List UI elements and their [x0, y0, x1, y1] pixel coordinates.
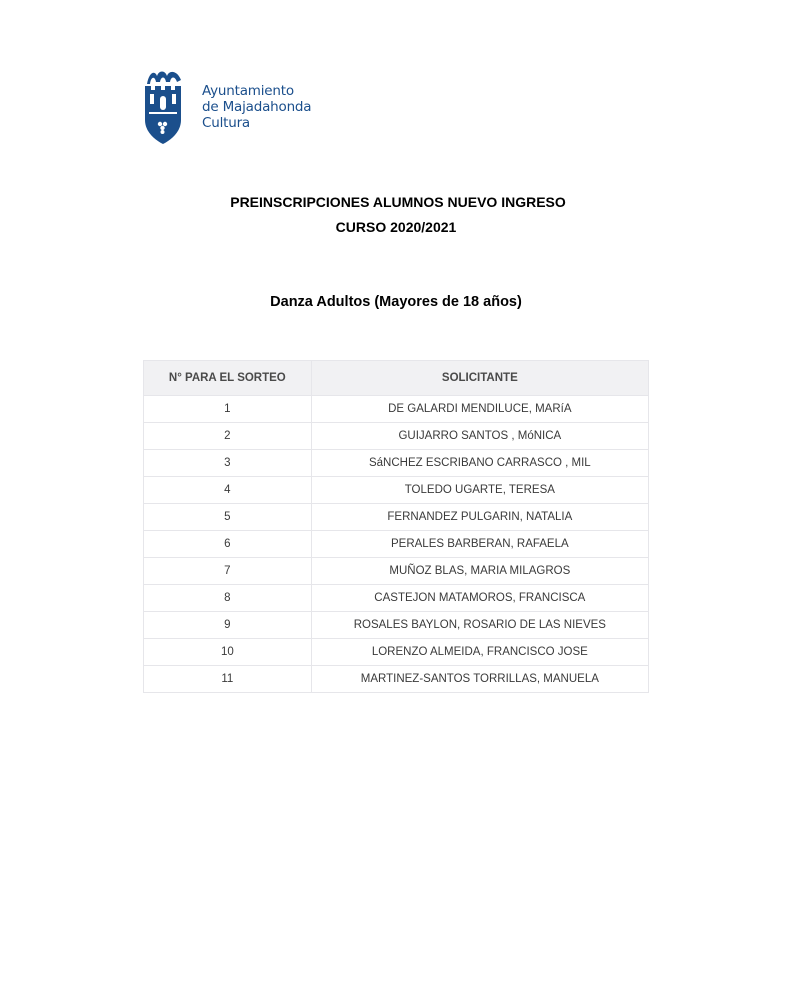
castle-emblem-icon [143, 66, 187, 146]
draw-number-cell: 2 [144, 423, 312, 450]
draw-number-cell: 3 [144, 450, 312, 477]
logo-text [202, 83, 311, 131]
table-body [144, 396, 649, 693]
draw-number-cell: 1 [144, 396, 312, 423]
table-header-row [144, 361, 649, 396]
table-row [144, 612, 649, 639]
applicant-name-cell: MUÑOZ BLAS, MARIA MILAGROS [311, 558, 648, 585]
logo-line-2: de Majadahonda [202, 99, 312, 115]
draw-number-cell: 4 [144, 477, 312, 504]
draw-number-cell: 10 [144, 639, 312, 666]
applicant-name-cell: LORENZO ALMEIDA, FRANCISCO JOSE [311, 639, 648, 666]
table-row [144, 504, 649, 531]
applicant-name-cell: MARTINEZ-SANTOS TORRILLAS, MANUELA [311, 666, 648, 693]
table-row [144, 477, 649, 504]
draw-number-cell: 11 [144, 666, 312, 693]
applicant-name-cell: CASTEJON MATAMOROS, FRANCISCA [311, 585, 648, 612]
ayuntamiento-logo [143, 66, 343, 146]
applicant-name-cell: DE GALARDI MENDILUCE, MARíA [311, 396, 648, 423]
applicant-name-cell: SáNCHEZ ESCRIBANO CARRASCO , MIL [311, 450, 648, 477]
table-row [144, 450, 649, 477]
applicant-name-cell: TOLEDO UGARTE, TERESA [311, 477, 648, 504]
table-row [144, 666, 649, 693]
draw-number-cell: 7 [144, 558, 312, 585]
draw-number-cell: 6 [144, 531, 312, 558]
applicant-name-cell: ROSALES BAYLON, ROSARIO DE LAS NIEVES [311, 612, 648, 639]
column-header-applicant: SOLICITANTE [311, 361, 648, 396]
document-title: PREINSCRIPCIONES ALUMNOS NUEVO INGRESO [230, 194, 566, 210]
draw-number-cell: 5 [144, 504, 312, 531]
draw-number-cell: 8 [144, 585, 312, 612]
logo-line-1: Ayuntamiento [202, 83, 294, 99]
table-row [144, 531, 649, 558]
applicants-table [143, 360, 649, 693]
section-subtitle: Danza Adultos (Mayores de 18 años) [270, 294, 522, 310]
table-row [144, 423, 649, 450]
course-year: CURSO 2020/2021 [335, 219, 457, 235]
applicant-name-cell: FERNANDEZ PULGARIN, NATALIA [311, 504, 648, 531]
logo-line-3: Cultura [202, 115, 251, 131]
table-row [144, 396, 649, 423]
applicant-name-cell: PERALES BARBERAN, RAFAELA [311, 531, 648, 558]
table-row [144, 558, 649, 585]
table-row [144, 585, 649, 612]
column-header-number: N° PARA EL SORTEO [144, 361, 312, 396]
draw-number-cell: 9 [144, 612, 312, 639]
table-row [144, 639, 649, 666]
applicant-name-cell: GUIJARRO SANTOS , MóNICA [311, 423, 648, 450]
